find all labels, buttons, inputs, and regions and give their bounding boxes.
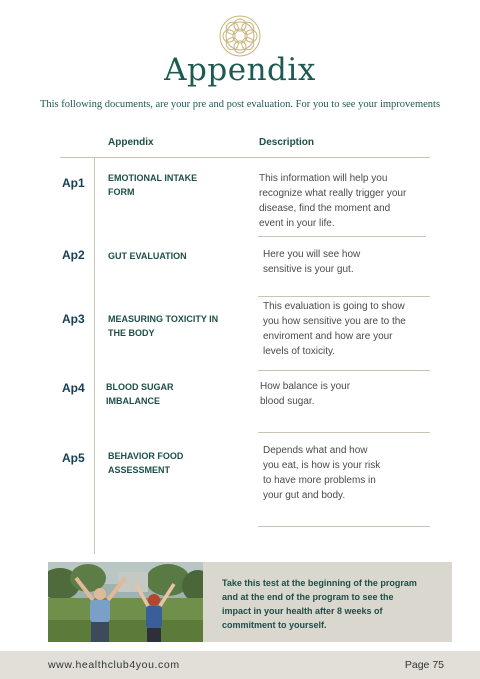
desc-line: blood sugar. xyxy=(260,396,315,407)
row-name-ap1 xyxy=(108,171,238,199)
desc-line: to have more problems in xyxy=(263,475,376,486)
row-desc-ap3 xyxy=(263,299,413,359)
row-divider xyxy=(258,296,430,297)
desc-line: event in your life. xyxy=(259,218,335,229)
row-divider xyxy=(258,526,430,527)
banner-line: Take this test at the beginning of the program xyxy=(222,578,417,588)
desc-line: Here you will see how xyxy=(263,249,361,260)
row-name-ap3 xyxy=(108,312,238,340)
desc-line: you how sensitive you are to the xyxy=(263,316,406,327)
row-name-line: ASSESSMENT xyxy=(108,465,171,475)
desc-line: your gut and body. xyxy=(263,490,346,501)
row-name-line: EMOTIONAL INTAKE xyxy=(108,173,198,183)
row-name-ap5 xyxy=(108,449,238,477)
desc-line: recognize what really trigger your xyxy=(259,188,407,199)
desc-line: This evaluation is going to show xyxy=(263,301,405,312)
desc-line: disease, find the moment and xyxy=(259,203,391,214)
row-desc-ap2 xyxy=(263,247,413,277)
banner-line: impact in your health after 8 weeks of xyxy=(222,606,383,616)
desc-line: Depends what and how xyxy=(263,445,368,456)
couple-exercising-photo xyxy=(48,562,203,642)
desc-line: sensitive is your gut. xyxy=(263,264,354,275)
banner-line: and at the end of the program to see the xyxy=(222,592,394,602)
desc-line: How balance is your xyxy=(260,381,351,392)
row-divider xyxy=(258,236,426,237)
banner-line: commitment to yourself. xyxy=(222,620,327,630)
column-header-appendix: Appendix xyxy=(108,137,154,148)
row-divider xyxy=(258,432,430,433)
column-header-description: Description xyxy=(259,137,315,148)
row-name-line: IMBALANCE xyxy=(106,396,160,406)
desc-line: This information will help you xyxy=(259,173,388,184)
row-code-ap1: Ap1 xyxy=(62,176,85,190)
row-code-ap3: Ap3 xyxy=(62,312,85,326)
row-name-line: GUT EVALUATION xyxy=(108,251,187,261)
row-name-line: FORM xyxy=(108,187,135,197)
header-divider xyxy=(60,157,430,158)
row-desc-ap5 xyxy=(263,443,413,503)
page-subtitle: This following documents, are your pre and post evaluation. For you to see your improvements xyxy=(39,99,441,110)
banner-text xyxy=(222,576,447,632)
row-desc-ap4 xyxy=(260,379,410,409)
column-divider xyxy=(94,158,95,554)
row-name-ap2 xyxy=(108,249,238,263)
page-title: Appendix xyxy=(164,52,316,88)
row-code-ap4: Ap4 xyxy=(62,381,85,395)
desc-line: you eat, is how is your risk xyxy=(263,460,381,471)
row-name-line: BEHAVIOR FOOD xyxy=(108,451,184,461)
row-name-ap4 xyxy=(106,380,236,408)
page-number: Page 75 xyxy=(404,659,444,671)
row-divider xyxy=(258,370,430,371)
row-code-ap5: Ap5 xyxy=(62,451,85,465)
desc-line: levels of toxicity. xyxy=(263,346,336,357)
desc-line: enviroment and how are your xyxy=(263,331,393,342)
footer-website-link[interactable]: www.healthclub4you.com xyxy=(48,659,180,671)
row-name-line: BLOOD SUGAR xyxy=(106,382,174,392)
row-code-ap2: Ap2 xyxy=(62,248,85,262)
row-name-line: MEASURING TOXICITY IN xyxy=(108,314,219,324)
row-desc-ap1 xyxy=(259,171,409,231)
row-name-line: THE BODY xyxy=(108,328,155,338)
